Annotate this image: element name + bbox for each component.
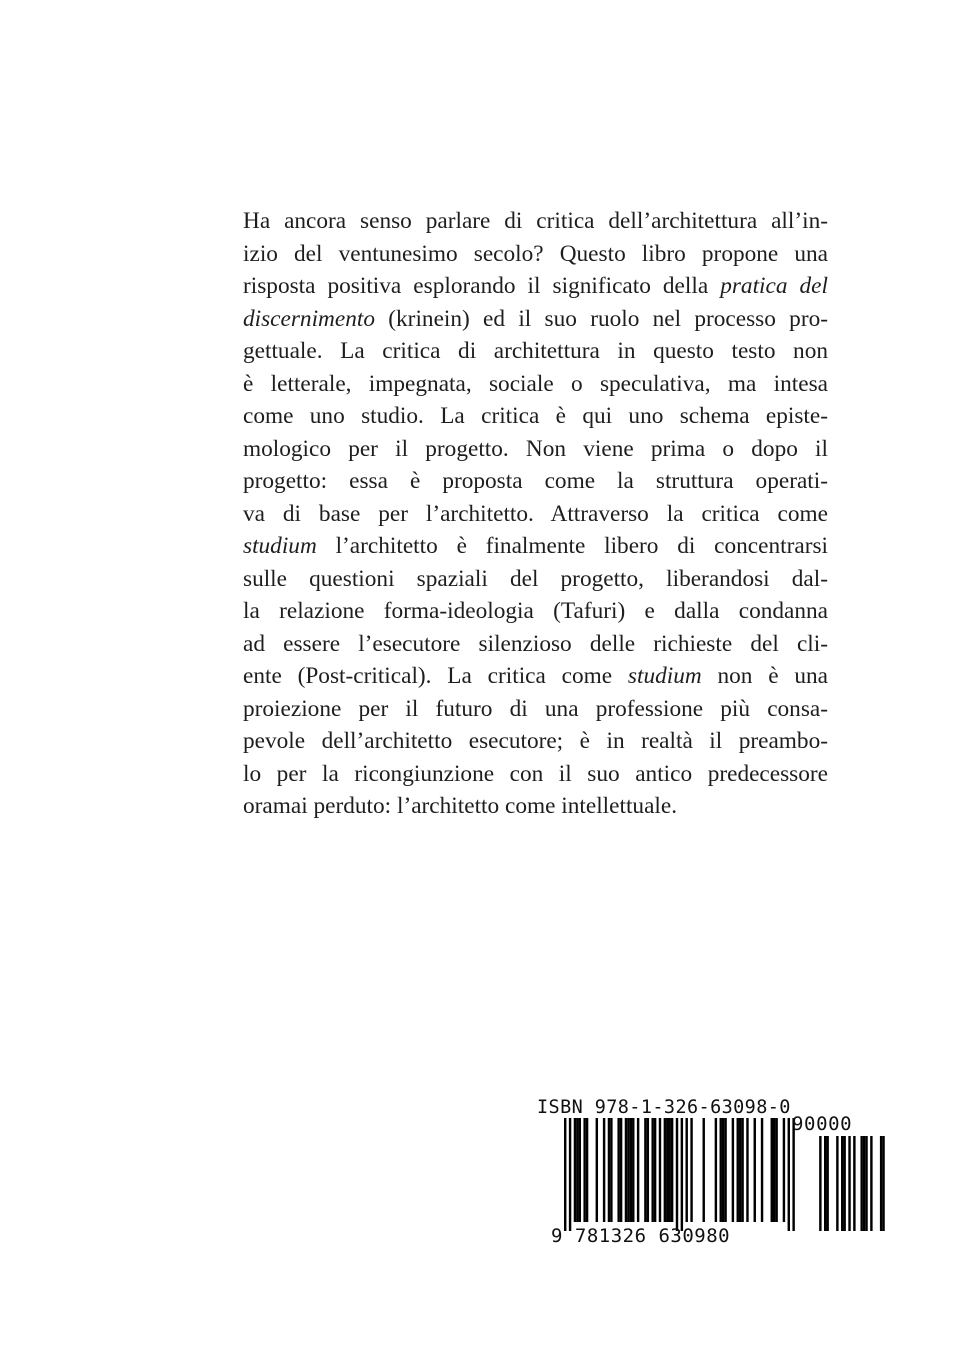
blurb-line xyxy=(243,433,828,466)
barcode-bar xyxy=(681,1118,683,1231)
barcode-bar xyxy=(564,1118,566,1231)
blurb-text: izio del ventunesimo secolo? Questo libro propone una xyxy=(243,240,828,267)
barcode-bar xyxy=(775,1118,777,1222)
blurb-line xyxy=(243,498,828,531)
blurb-line xyxy=(243,628,828,661)
blurb-line xyxy=(243,693,828,726)
blurb-text: sulle questioni spaziali del progetto, liberandosi dal- xyxy=(243,565,828,592)
blurb-text: progetto: essa è proposta come la struttura operati- xyxy=(243,468,828,494)
barcode-bar xyxy=(586,1118,588,1222)
barcode-bar xyxy=(610,1118,612,1222)
barcode-bar xyxy=(722,1118,724,1222)
blurb-text: pevole dell’architetto esecutore; è in realtà il preambo- xyxy=(243,728,828,754)
blurb-text: risposta positiva esplorando il significato della xyxy=(243,273,721,299)
barcode-bar xyxy=(651,1118,653,1222)
blurb-text: ad essere l’esecutore silenzioso delle richieste del cli- xyxy=(243,630,828,657)
barcode-bar xyxy=(668,1118,670,1222)
barcode-bar xyxy=(783,1118,785,1222)
barcode-bar xyxy=(647,1118,649,1222)
isbn-label: ISBN 978-1-326-63098-0 xyxy=(537,1097,791,1118)
barcode-bar xyxy=(703,1118,705,1222)
barcode-bar xyxy=(664,1118,666,1222)
barcode-bar xyxy=(644,1118,646,1222)
blurb-text: come uno studio. La critica è qui uno schema episte- xyxy=(243,403,828,429)
blurb-text: gettuale. La critica di architettura in questo testo non xyxy=(243,338,828,364)
blurb-text: (krinein) ed il suo ruolo nel processo pro- xyxy=(375,305,828,332)
barcode-bar xyxy=(617,1118,619,1222)
blurb-line xyxy=(243,270,828,303)
barcode-bar xyxy=(732,1118,734,1222)
barcode-bar xyxy=(746,1118,748,1222)
blurb-line xyxy=(243,465,828,498)
back-cover-blurb xyxy=(243,205,828,823)
barcode-bar xyxy=(741,1118,743,1222)
barcode-bar xyxy=(676,1118,678,1231)
blurb-text: oramai perduto: l’architetto come intellettuale. xyxy=(243,793,678,819)
addon-bar xyxy=(836,1136,838,1231)
ean-digits: 9 781326 630980 xyxy=(551,1225,731,1247)
addon-bar xyxy=(880,1136,882,1231)
blurb-line xyxy=(243,303,828,336)
barcode-bar xyxy=(754,1118,756,1222)
blurb-text: è letterale, impegnata, sociale o speculativa, ma intesa xyxy=(243,370,828,397)
barcode-bar xyxy=(630,1118,632,1222)
blurb-line xyxy=(243,758,828,791)
addon-bar xyxy=(853,1136,855,1231)
blurb-text: Ha ancora senso parlare di critica dell’architettura all’in- xyxy=(243,208,828,234)
barcode-bar xyxy=(654,1118,656,1222)
blurb-line xyxy=(243,660,828,693)
addon-bar xyxy=(819,1136,821,1231)
barcode-bar xyxy=(576,1118,578,1222)
barcode-bar xyxy=(569,1118,571,1231)
barcode-bar xyxy=(715,1118,717,1222)
barcode-bar xyxy=(671,1118,673,1222)
blurb-line xyxy=(243,238,828,271)
blurb-line xyxy=(243,335,828,368)
blurb-text: mologico per il progetto. Non viene prima o dopo il xyxy=(243,435,828,462)
addon-bar xyxy=(860,1136,862,1231)
blurb-text: l’architetto è finalmente libero di concentrarsi xyxy=(316,533,828,559)
addon-bar xyxy=(841,1136,843,1231)
blurb-text: lo per la ricongiunzione con il suo antico predecessore xyxy=(243,760,828,787)
barcode-bar xyxy=(737,1118,739,1222)
blurb-text: la relazione forma-ideologia (Tafuri) e dalla condanna xyxy=(243,598,828,624)
blurb-italic-term: pratica del xyxy=(720,273,828,299)
blurb-line xyxy=(243,563,828,596)
blurb-italic-term: studium xyxy=(243,533,317,559)
barcode-bar xyxy=(625,1118,627,1222)
barcode-bar xyxy=(596,1118,598,1222)
blurb-text: proiezione per il futuro di una professione più consa- xyxy=(243,695,828,722)
blurb-text: ente (Post-critical). La critica come xyxy=(243,663,628,689)
barcode-bar xyxy=(690,1118,692,1222)
addon-bar xyxy=(826,1136,828,1231)
barcode-bar xyxy=(579,1118,581,1222)
barcode-bar xyxy=(583,1118,585,1222)
blurb-line xyxy=(243,790,828,823)
barcode-bar xyxy=(773,1118,775,1222)
blurb-line xyxy=(243,205,828,238)
blurb-line xyxy=(243,595,828,628)
blurb-line xyxy=(243,400,828,433)
barcode-bar xyxy=(574,1118,576,1222)
blurb-text: non è una xyxy=(701,663,828,689)
barcode-bar xyxy=(620,1118,622,1222)
addon-bar xyxy=(882,1136,884,1231)
blurb-line xyxy=(243,368,828,401)
barcode-bar xyxy=(666,1118,668,1222)
price-addon-digits: 90000 xyxy=(792,1113,853,1135)
blurb-italic-term: discernimento xyxy=(243,305,375,332)
barcode-bar xyxy=(608,1118,610,1222)
addon-bar xyxy=(863,1136,865,1231)
barcode-bar xyxy=(761,1118,763,1222)
barcode-bar xyxy=(788,1118,790,1231)
barcode-bar xyxy=(637,1118,639,1222)
barcode-bar xyxy=(686,1118,688,1222)
blurb-italic-term: studium xyxy=(627,663,702,689)
addon-bar xyxy=(848,1136,850,1231)
barcode-bar xyxy=(739,1118,741,1222)
addon-bar xyxy=(865,1136,867,1231)
isbn-barcode-block xyxy=(531,1098,886,1258)
blurb-text: va di base per l’architetto. Attraverso la critica come xyxy=(243,500,828,527)
barcode-bar xyxy=(603,1118,605,1222)
barcode-bar xyxy=(724,1118,726,1222)
barcode-bar xyxy=(659,1118,661,1222)
addon-bar xyxy=(824,1136,826,1231)
addon-bar xyxy=(843,1136,845,1231)
barcode-bar xyxy=(720,1118,722,1222)
blurb-line xyxy=(243,725,828,758)
blurb-line xyxy=(243,530,828,563)
barcode-bar xyxy=(632,1118,634,1222)
barcode-bar xyxy=(627,1118,629,1222)
barcode-bar xyxy=(771,1118,773,1222)
addon-bar xyxy=(870,1136,872,1231)
